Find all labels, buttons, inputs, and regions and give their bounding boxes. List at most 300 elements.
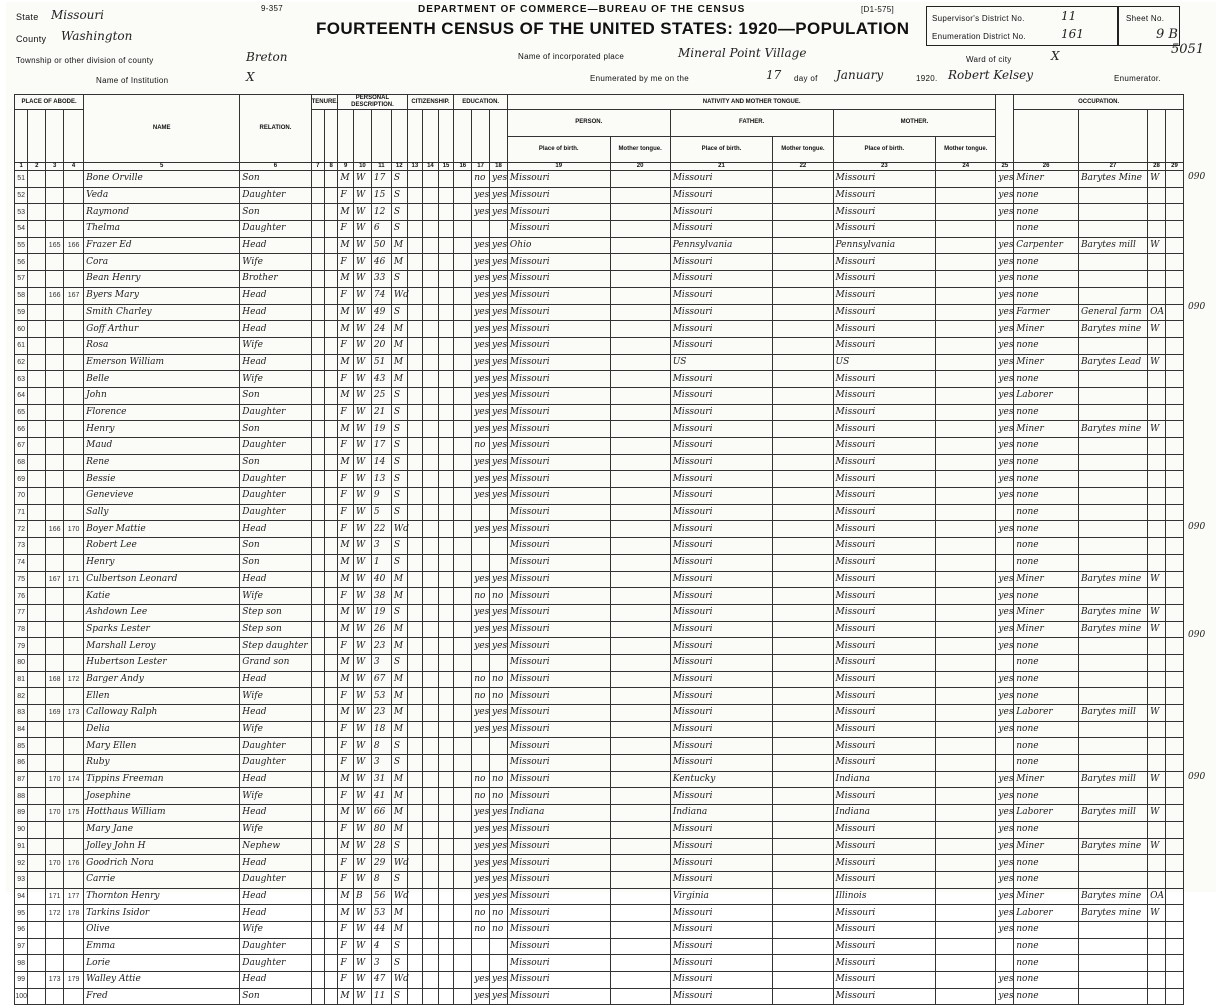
immigration-year-cell — [407, 287, 423, 304]
line-number-cell: 93 — [15, 871, 28, 888]
tenure-home-cell — [311, 721, 324, 738]
father-tongue-cell — [773, 171, 833, 188]
mother-birthplace-cell: Missouri — [833, 187, 936, 204]
school-cell — [454, 721, 472, 738]
school-cell — [454, 988, 472, 1005]
enumeration-day: 17 — [766, 68, 782, 82]
speaks-english-cell: yes — [996, 371, 1014, 388]
occupation-cell: none — [1014, 371, 1079, 388]
dwelling-number-cell — [46, 421, 64, 438]
industry-cell — [1078, 938, 1147, 955]
mother-tongue-mother-cell — [936, 454, 996, 471]
relation-cell: Head — [240, 888, 311, 905]
father-birthplace-cell: Missouri — [670, 571, 773, 588]
race-cell: W — [354, 521, 372, 538]
industry-cell — [1078, 821, 1147, 838]
school-cell — [454, 838, 472, 855]
father-tongue-cell — [773, 988, 833, 1005]
speaks-english-cell: yes — [996, 438, 1014, 455]
mother-tongue-mother-cell — [936, 771, 996, 788]
family-number-cell — [64, 488, 84, 505]
sex-cell: M — [338, 271, 354, 288]
school-cell — [454, 538, 472, 555]
tenure-mortgage-cell — [325, 538, 338, 555]
dwelling-number-cell — [46, 504, 64, 521]
dwelling-number-cell — [46, 588, 64, 605]
sex-cell: F — [338, 855, 354, 872]
table-row — [15, 271, 1184, 288]
sex-cell: F — [338, 721, 354, 738]
mother-tongue-cell — [610, 521, 670, 538]
father-tongue-cell — [773, 538, 833, 555]
age-cell: 23 — [371, 638, 391, 655]
occupation-cell: none — [1014, 438, 1079, 455]
dwelling-number-cell: 167 — [46, 571, 64, 588]
sex-cell: M — [338, 454, 354, 471]
street-cell — [28, 171, 46, 188]
mother-tongue-cell — [610, 988, 670, 1005]
employer-class-cell — [1148, 821, 1166, 838]
speaks-english-cell: yes — [996, 271, 1014, 288]
table-row — [15, 304, 1184, 321]
immigration-year-cell — [407, 254, 423, 271]
naturalization-cell — [423, 788, 439, 805]
person-name-cell: Carrie — [84, 871, 240, 888]
father-tongue-cell — [773, 938, 833, 955]
naturalization-cell — [423, 337, 439, 354]
table-row — [15, 621, 1184, 638]
table-row — [15, 638, 1184, 655]
age-cell: 44 — [371, 921, 391, 938]
naturalization-cell — [423, 504, 439, 521]
race-cell: W — [354, 404, 372, 421]
person-name-cell: Sally — [84, 504, 240, 521]
naturalization-cell — [423, 287, 439, 304]
person-name-cell: Ashdown Lee — [84, 604, 240, 621]
age-cell: 12 — [371, 204, 391, 221]
family-number-cell — [64, 604, 84, 621]
farm-schedule-cell — [1165, 755, 1183, 772]
table-row — [15, 171, 1184, 188]
family-number-cell — [64, 738, 84, 755]
occupation-cell: Laborer — [1014, 705, 1079, 722]
column-number: 22 — [773, 163, 833, 171]
school-cell — [454, 855, 472, 872]
tenure-home-cell — [311, 805, 324, 822]
industry-cell — [1078, 504, 1147, 521]
employer-class-cell — [1148, 871, 1166, 888]
industry-cell — [1078, 538, 1147, 555]
farm-schedule-cell — [1165, 654, 1183, 671]
table-row — [15, 755, 1184, 772]
mother-tongue-cell — [610, 905, 670, 922]
occupation-cell: Miner — [1014, 838, 1079, 855]
speaks-english-cell: yes — [996, 304, 1014, 321]
school-cell — [454, 337, 472, 354]
street-cell — [28, 788, 46, 805]
speaks-english-cell: yes — [996, 788, 1014, 805]
township-value: Breton — [246, 50, 288, 64]
farm-schedule-cell — [1165, 838, 1183, 855]
father-tongue-cell — [773, 187, 833, 204]
birthplace-cell: Missouri — [507, 171, 610, 188]
family-number-cell — [64, 204, 84, 221]
dwelling-number-cell — [46, 871, 64, 888]
column-number: 8 — [325, 163, 338, 171]
occupation-cell: Farmer — [1014, 304, 1079, 321]
mother-tongue-cell — [610, 271, 670, 288]
person-name-cell: Jolley John H — [84, 838, 240, 855]
father-birthplace-cell: Missouri — [670, 488, 773, 505]
school-cell — [454, 972, 472, 989]
race-cell: W — [354, 955, 372, 972]
immigration-year-cell — [407, 271, 423, 288]
tenure-home-cell — [311, 287, 324, 304]
marital-status-cell: S — [391, 204, 407, 221]
race-cell: W — [354, 921, 372, 938]
street-cell — [28, 337, 46, 354]
immigration-year-cell — [407, 888, 423, 905]
age-cell: 56 — [371, 888, 391, 905]
family-number-cell — [64, 921, 84, 938]
father-birthplace-cell: Missouri — [670, 621, 773, 638]
naturalization-year-cell — [438, 972, 454, 989]
speaks-english-cell: yes — [996, 721, 1014, 738]
tenure-home-cell — [311, 421, 324, 438]
mother-birthplace-cell: Missouri — [833, 371, 936, 388]
can-read-cell: no — [472, 921, 490, 938]
immigration-year-cell — [407, 855, 423, 872]
can-read-cell — [472, 221, 490, 238]
naturalization-cell — [423, 521, 439, 538]
age-cell: 3 — [371, 538, 391, 555]
sex-cell: M — [338, 654, 354, 671]
can-write-cell: yes — [490, 888, 508, 905]
immigration-year-cell — [407, 738, 423, 755]
family-number-cell — [64, 321, 84, 338]
table-row — [15, 871, 1184, 888]
age-cell: 6 — [371, 221, 391, 238]
school-cell — [454, 237, 472, 254]
tenure-home-cell — [311, 654, 324, 671]
race-cell: W — [354, 805, 372, 822]
speaks-english-cell: yes — [996, 972, 1014, 989]
tenure-mortgage-cell — [325, 521, 338, 538]
can-read-cell — [472, 738, 490, 755]
naturalization-cell — [423, 771, 439, 788]
sex-cell: M — [338, 538, 354, 555]
mother-tongue-mother-cell — [936, 337, 996, 354]
birthplace-cell: Ohio — [507, 237, 610, 254]
tenure-home-cell — [311, 321, 324, 338]
birthplace-cell: Missouri — [507, 972, 610, 989]
employer-class-cell: OA — [1148, 304, 1166, 321]
speaks-english-cell: yes — [996, 855, 1014, 872]
can-write-cell: yes — [490, 721, 508, 738]
farm-schedule-cell — [1165, 504, 1183, 521]
relation-cell: Son — [240, 454, 311, 471]
mother-birthplace-cell: Missouri — [833, 671, 936, 688]
sex-cell: M — [338, 888, 354, 905]
race-cell: W — [354, 204, 372, 221]
mother-tongue-cell — [610, 921, 670, 938]
family-number-cell — [64, 271, 84, 288]
school-cell — [454, 788, 472, 805]
father-tongue-cell — [773, 705, 833, 722]
birthplace-cell: Missouri — [507, 337, 610, 354]
can-read-cell — [472, 538, 490, 555]
birthplace-cell: Missouri — [507, 387, 610, 404]
race-cell: W — [354, 771, 372, 788]
immigration-year-cell — [407, 304, 423, 321]
mother-tongue-mother-cell — [936, 387, 996, 404]
family-number-cell — [64, 588, 84, 605]
column-number: 4 — [64, 163, 84, 171]
tenure-mortgage-cell — [325, 921, 338, 938]
father-birthplace-cell: Missouri — [670, 187, 773, 204]
farm-schedule-cell — [1165, 955, 1183, 972]
occupation-cell: none — [1014, 187, 1079, 204]
industry-cell — [1078, 404, 1147, 421]
farm-schedule-cell — [1165, 521, 1183, 538]
age-cell: 19 — [371, 604, 391, 621]
father-tongue-cell — [773, 654, 833, 671]
family-number-cell: 174 — [64, 771, 84, 788]
mother-tongue-mother-cell — [936, 421, 996, 438]
column-number: 19 — [507, 163, 610, 171]
farm-schedule-cell — [1165, 187, 1183, 204]
mother-tongue-mother-cell — [936, 404, 996, 421]
dwelling-number-cell — [46, 821, 64, 838]
mother-birthplace-cell: Missouri — [833, 638, 936, 655]
marital-status-cell: S — [391, 871, 407, 888]
age-cell: 24 — [371, 321, 391, 338]
immigration-year-cell — [407, 454, 423, 471]
industry-cell: Barytes mine — [1078, 621, 1147, 638]
speaks-english-cell: yes — [996, 588, 1014, 605]
mother-tongue-cell — [610, 321, 670, 338]
speaks-english-cell: yes — [996, 771, 1014, 788]
immigration-year-cell — [407, 705, 423, 722]
industry-cell — [1078, 654, 1147, 671]
mother-heading: MOTHER. — [833, 110, 996, 137]
naturalization-cell — [423, 271, 439, 288]
school-cell — [454, 738, 472, 755]
relation-cell: Daughter — [240, 738, 311, 755]
father-tongue-cell — [773, 921, 833, 938]
father-birthplace-cell: Missouri — [670, 955, 773, 972]
column-number: 9 — [338, 163, 354, 171]
can-read-cell — [472, 554, 490, 571]
mother-birthplace-cell: Missouri — [833, 321, 936, 338]
dwelling-number-cell: 166 — [46, 521, 64, 538]
street-cell — [28, 888, 46, 905]
person-name-cell: Emma — [84, 938, 240, 955]
age-cell: 17 — [371, 438, 391, 455]
naturalization-year-cell — [438, 521, 454, 538]
dwelling-number-cell — [46, 838, 64, 855]
relation-cell: Wife — [240, 788, 311, 805]
immigration-year-cell — [407, 538, 423, 555]
birthplace-cell: Missouri — [507, 187, 610, 204]
speaks-english-cell: yes — [996, 671, 1014, 688]
school-cell — [454, 287, 472, 304]
column-number: 28 — [1148, 163, 1166, 171]
group-personal: PERSONAL DESCRIPTION. — [338, 95, 407, 110]
tenure-home-cell — [311, 354, 324, 371]
father-birthplace-cell: Missouri — [670, 504, 773, 521]
school-cell — [454, 755, 472, 772]
marital-status-cell: M — [391, 254, 407, 271]
supervisor-district-value: 11 — [1061, 9, 1077, 23]
race-cell: W — [354, 588, 372, 605]
mother-tongue-cell — [610, 771, 670, 788]
mother-tongue-cell — [610, 171, 670, 188]
naturalization-cell — [423, 488, 439, 505]
occupation-cell: none — [1014, 337, 1079, 354]
mother-tongue-mother-cell — [936, 988, 996, 1005]
naturalization-year-cell — [438, 371, 454, 388]
farm-schedule-cell — [1165, 604, 1183, 621]
family-number-cell — [64, 721, 84, 738]
person-name-cell: Barger Andy — [84, 671, 240, 688]
father-tongue-cell — [773, 521, 833, 538]
column-number: 24 — [936, 163, 996, 171]
age-cell: 67 — [371, 671, 391, 688]
column-number: 7 — [311, 163, 324, 171]
age-cell: 8 — [371, 738, 391, 755]
naturalization-cell — [423, 221, 439, 238]
occupation-cell: none — [1014, 471, 1079, 488]
birthplace-cell: Missouri — [507, 471, 610, 488]
mother-tongue-mother-cell — [936, 721, 996, 738]
dwelling-number-cell: 169 — [46, 705, 64, 722]
line-number-cell: 88 — [15, 788, 28, 805]
age-cell: 23 — [371, 705, 391, 722]
occupation-cell: none — [1014, 688, 1079, 705]
tenure-mortgage-cell — [325, 488, 338, 505]
relation-cell: Head — [240, 304, 311, 321]
relation-cell: Grand son — [240, 654, 311, 671]
father-birthplace-cell: Missouri — [670, 788, 773, 805]
father-tongue-cell — [773, 254, 833, 271]
father-birthplace-cell: Missouri — [670, 921, 773, 938]
naturalization-cell — [423, 638, 439, 655]
family-number-cell — [64, 988, 84, 1005]
street-cell — [28, 554, 46, 571]
naturalization-cell — [423, 304, 439, 321]
line-number-cell: 75 — [15, 571, 28, 588]
tenure-home-cell — [311, 688, 324, 705]
can-write-cell: no — [490, 788, 508, 805]
mother-tongue-mother-cell — [936, 838, 996, 855]
person-name-cell: Tippins Freeman — [84, 771, 240, 788]
race-cell: W — [354, 604, 372, 621]
industry-cell — [1078, 671, 1147, 688]
father-birthplace-cell: Missouri — [670, 421, 773, 438]
person-name-cell: Sparks Lester — [84, 621, 240, 638]
birthplace-cell: Missouri — [507, 955, 610, 972]
mother-birthplace-cell: Missouri — [833, 838, 936, 855]
group-tenure: TENURE. — [311, 95, 338, 110]
column-number: 17 — [472, 163, 490, 171]
sex-cell: F — [338, 688, 354, 705]
father-birthplace-cell: Missouri — [670, 438, 773, 455]
column-number: 3 — [46, 163, 64, 171]
father-tongue-cell — [773, 638, 833, 655]
form-code: [D1-575] — [861, 5, 895, 14]
employer-class-cell — [1148, 387, 1166, 404]
father-tongue-cell — [773, 671, 833, 688]
mother-tongue-cell — [610, 871, 670, 888]
person-name-cell: Mary Jane — [84, 821, 240, 838]
can-read-cell: no — [472, 671, 490, 688]
speaks-english-cell: yes — [996, 387, 1014, 404]
race-cell: W — [354, 571, 372, 588]
column-number: 18 — [490, 163, 508, 171]
industry-cell — [1078, 438, 1147, 455]
family-number-cell: 166 — [64, 237, 84, 254]
tenure-home-cell — [311, 788, 324, 805]
school-cell — [454, 221, 472, 238]
can-write-cell: yes — [490, 805, 508, 822]
school-cell — [454, 955, 472, 972]
dwelling-number-cell: 170 — [46, 855, 64, 872]
line-number-cell: 98 — [15, 955, 28, 972]
mother-tongue-cell — [610, 287, 670, 304]
immigration-year-cell — [407, 504, 423, 521]
line-number-cell: 62 — [15, 354, 28, 371]
birthplace-cell: Missouri — [507, 821, 610, 838]
can-read-cell: yes — [472, 387, 490, 404]
school-cell — [454, 404, 472, 421]
industry-cell — [1078, 287, 1147, 304]
tenure-home-cell — [311, 471, 324, 488]
naturalization-year-cell — [438, 421, 454, 438]
dwelling-number-cell — [46, 171, 64, 188]
farm-schedule-cell — [1165, 705, 1183, 722]
relation-cell: Head — [240, 705, 311, 722]
column-number: 13 — [407, 163, 423, 171]
mother-birthplace-cell: Missouri — [833, 387, 936, 404]
school-cell — [454, 921, 472, 938]
tenure-home-cell — [311, 921, 324, 938]
tenure-mortgage-cell — [325, 371, 338, 388]
tenure-mortgage-cell — [325, 905, 338, 922]
dwelling-number-cell — [46, 337, 64, 354]
table-row — [15, 504, 1184, 521]
family-number-cell — [64, 955, 84, 972]
industry-cell — [1078, 521, 1147, 538]
employer-class-cell — [1148, 588, 1166, 605]
employer-class-cell — [1148, 438, 1166, 455]
dwelling-number-cell — [46, 604, 64, 621]
naturalization-year-cell — [438, 187, 454, 204]
street-cell — [28, 838, 46, 855]
father-birthplace-cell: Missouri — [670, 304, 773, 321]
family-number-cell: 176 — [64, 855, 84, 872]
street-cell — [28, 187, 46, 204]
can-write-cell — [490, 755, 508, 772]
mother-tongue-cell — [610, 755, 670, 772]
naturalization-cell — [423, 237, 439, 254]
table-row — [15, 921, 1184, 938]
dwelling-number-cell — [46, 921, 64, 938]
mother-birthplace-cell: Missouri — [833, 738, 936, 755]
birthplace-cell: Missouri — [507, 354, 610, 371]
age-cell: 17 — [371, 171, 391, 188]
tenure-mortgage-cell — [325, 571, 338, 588]
